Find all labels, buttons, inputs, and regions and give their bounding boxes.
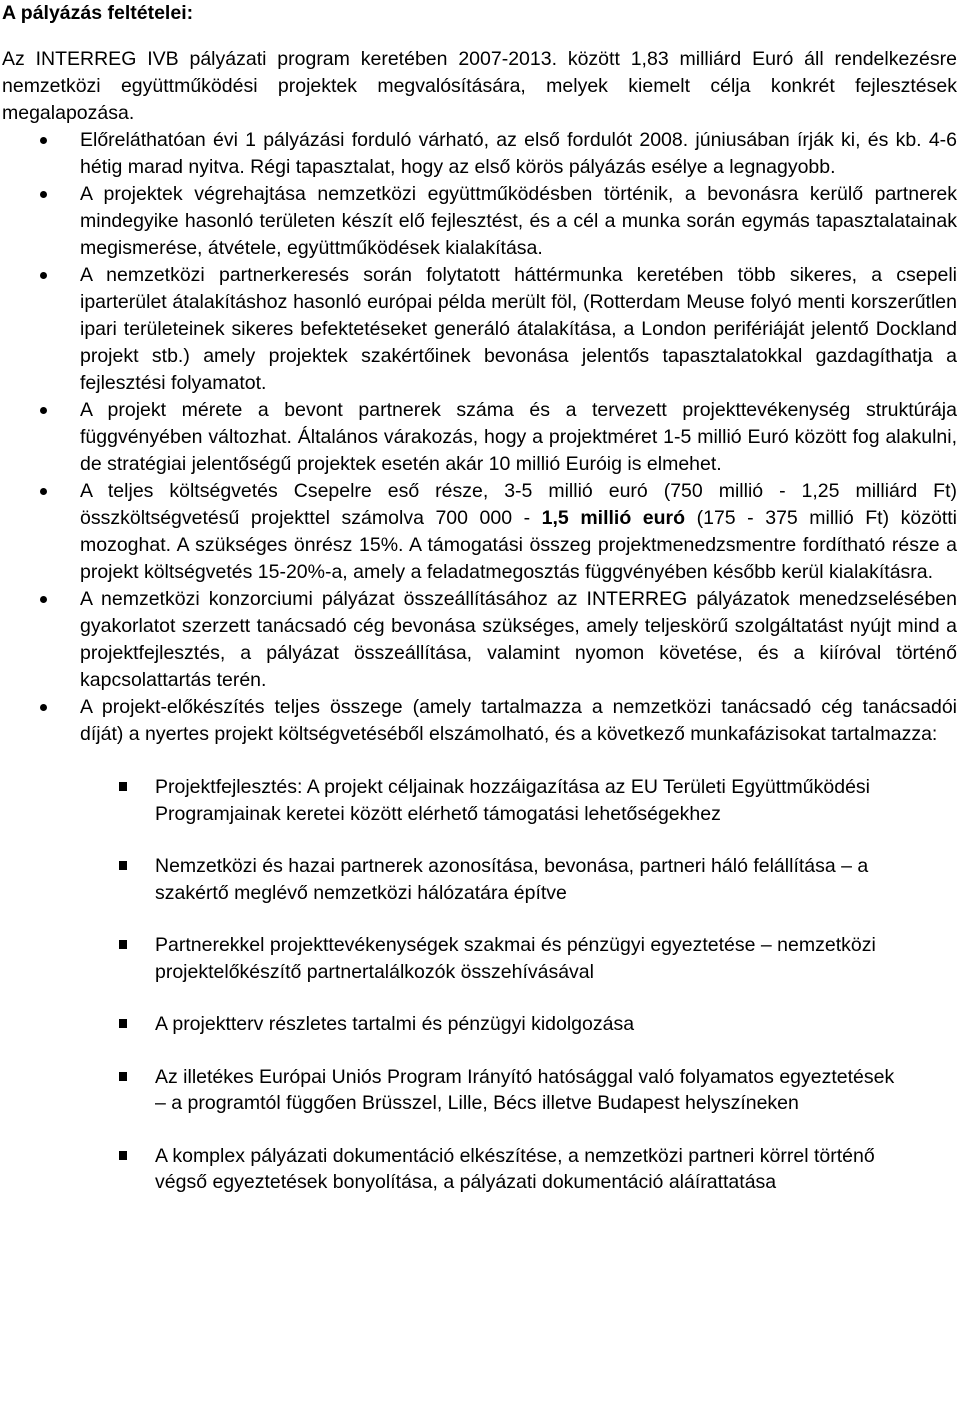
budget-text-before: A teljes költségvetés Csepelre eső része, 3-5 millió euró (750 millió - 1,25 milliárd Ft) összköltségvetésű projekttel számolva 700 000 - bbox=[80, 480, 957, 529]
conditions-list bbox=[2, 127, 957, 748]
list-item bbox=[2, 127, 957, 181]
list-item bbox=[2, 694, 957, 748]
work-phase-item bbox=[2, 932, 957, 985]
bullet-icon bbox=[40, 272, 47, 279]
work-phase-text: A projektterv részletes tartalmi és pénzügyi kidolgozása bbox=[155, 1013, 635, 1035]
bullet-icon bbox=[40, 596, 47, 603]
bullet-icon bbox=[40, 704, 47, 711]
bullet-icon bbox=[40, 191, 47, 198]
work-phase-text: Az illetékes Európai Uniós Program Irányító hatósággal való folyamatos egyeztetések – a programtól függően Brüsszel, Lille, Bécs illetve Budapest helyszíneken bbox=[155, 1065, 895, 1114]
square-bullet-icon bbox=[119, 1019, 127, 1028]
list-item-text: A projekt mérete a bevont partnerek száma és a tervezett projekttevékenység struktúrája függvényében változhat. Általános várakozás, hogy a projektméret 1-5 millió Euró között fog alakulni, de stratégiai jelentőségű projektek esetén akár 10 millió Euróig is elmehet. bbox=[80, 399, 957, 475]
bullet-icon bbox=[40, 137, 47, 144]
list-item bbox=[2, 586, 957, 694]
work-phase-text: Nemzetközi és hazai partnerek azonosítása, bevonása, partneri háló felállítása – a szakértő meglévő nemzetközi hálózatára építve bbox=[155, 855, 869, 904]
work-phase-text: A komplex pályázati dokumentáció elkészítése, a nemzetközi partneri körrel történő végső egyeztetések bonyolítása, a pályázati dokumentáció aláírattatása bbox=[155, 1144, 875, 1193]
bullet-icon bbox=[40, 407, 47, 414]
square-bullet-icon bbox=[119, 1151, 127, 1160]
budget-text-after: (175 - 375 millió Ft) közötti mozoghat. A szükséges önrész 15%. A támogatási összeg projektmenedzsmentre fordítható része a projekt költségvetés 15-20%-a, amely a feladatmegosztás függvényében később kerül kialakításra. bbox=[80, 507, 958, 583]
work-phases-list bbox=[2, 774, 957, 1196]
list-item-text: A projektek végrehajtása nemzetközi együttműködésben történik, a bevonásra kerülő partnerek mindegyike hasonló területen készít elő fejlesztést, és a cél a munka során egymás tapasztalatainak megismerése, átvétele, együttműködések kialakítása. bbox=[80, 183, 957, 259]
work-phase-text: Partnerekkel projekttevékenységek szakmai és pénzügyi egyeztetése – nemzetközi projektelőkészítő partnertalálkozók összehívásával bbox=[155, 934, 876, 983]
work-phase-item bbox=[2, 853, 957, 906]
square-bullet-icon bbox=[119, 940, 127, 949]
list-item-text: A nemzetközi konzorciumi pályázat összeállításához az INTERREG pályázatok menedzselésében gyakorlatot szerzett tanácsadó cég bevonása szükséges, amely teljeskörű szolgáltatást nyújt mind a projektfejlesztés, a pályázat összeállítása, valamint nyomon követése, és a kiíróval történő kapcsolattartás terén. bbox=[80, 588, 957, 691]
intro-paragraph: Az INTERREG IVB pályázati program keretében 2007-2013. között 1,83 milliárd Euró áll rendelkezésre nemzetközi együttműködési projektek megvalósítására, melyek kiemelt célja konkrét fejlesztések megalapozása. bbox=[2, 48, 957, 124]
document-page bbox=[2, 0, 957, 1222]
square-bullet-icon bbox=[119, 782, 127, 791]
list-item-text: A nemzetközi partnerkeresés során folytatott háttérmunka keretében több sikeres, a csepeli iparterület átalakításhoz hasonló európai példa merült föl, (Rotterdam Meuse folyó menti korszerűtlen ipari területeinek sikeres befektetéseket generáló átalakítása, a London perifériáját jelentő Dockland projekt stb.) amely projektek szakértőinek bevonása jelentős tapasztalatokkal gazdagíthatja a fejlesztési folyamatot. bbox=[80, 264, 957, 394]
budget-highlight: 1,5 millió euró bbox=[541, 507, 686, 529]
list-item bbox=[2, 262, 957, 397]
square-bullet-icon bbox=[119, 861, 127, 870]
square-bullet-icon bbox=[119, 1072, 127, 1081]
list-item-budget bbox=[2, 478, 957, 586]
bullet-icon bbox=[40, 488, 47, 495]
section-heading: A pályázás feltételei: bbox=[2, 2, 194, 24]
list-item bbox=[2, 397, 957, 478]
work-phase-item bbox=[2, 774, 957, 827]
work-phase-item bbox=[2, 1143, 957, 1196]
work-phase-item bbox=[2, 1011, 957, 1038]
work-phase-text: Projektfejlesztés: A projekt céljainak hozzáigazítása az EU Területi Együttműködési Programjainak keretei között elérhető támogatási lehetőségekhez bbox=[155, 776, 871, 825]
work-phase-item bbox=[2, 1064, 957, 1117]
list-item-text: A projekt-előkészítés teljes összege (amely tartalmazza a nemzetközi tanácsadó cég tanácsadói díját) a nyertes projekt költségvetéséből elszámolható, és a következő munkafázisokat tartalmazza: bbox=[80, 696, 957, 745]
list-item-text: Előreláthatóan évi 1 pályázási forduló várható, az első fordulót 2008. júniusában írják ki, és kb. 4-6 hétig marad nyitva. Régi tapasztalat, hogy az első körös pályázás esélye a legnagyobb. bbox=[80, 129, 957, 178]
list-item bbox=[2, 181, 957, 262]
